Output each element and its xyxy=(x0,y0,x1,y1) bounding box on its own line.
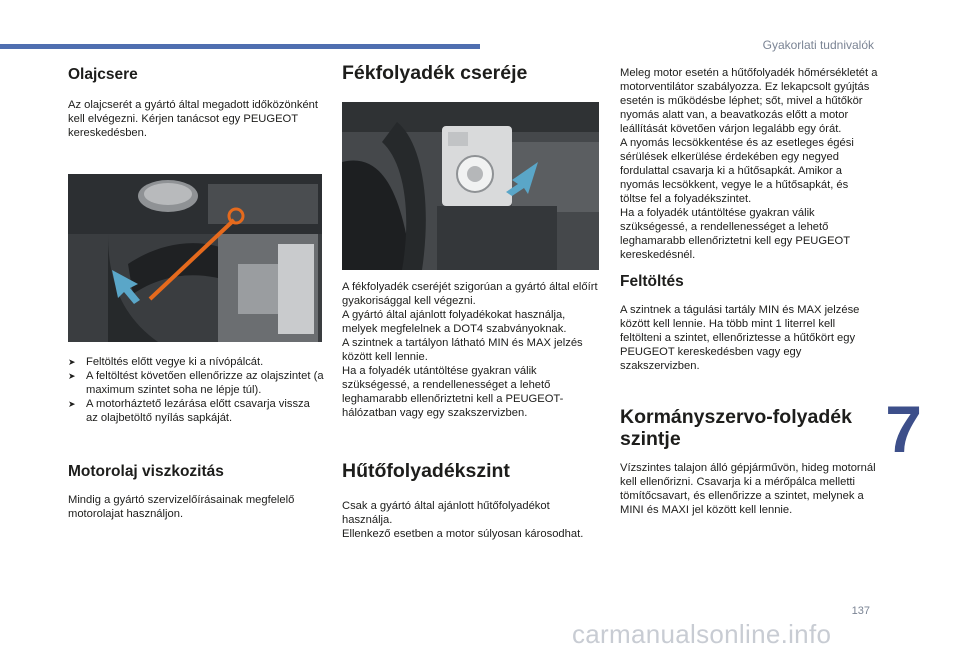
list-item: ➤ Feltöltés előtt vegye ki a nívópálcát. xyxy=(68,356,264,368)
top-accent-bar xyxy=(0,44,480,49)
coolant-paragraph-1: Csak a gyártó által ajánlott hűtőfolyadékot használja. xyxy=(342,500,550,527)
watermark: carmanualsonline.info xyxy=(572,619,832,649)
list-item: ➤ A motorháztető lezárása előtt csavarja vissza az olajbetöltő nyílás sapkáját. xyxy=(68,398,310,424)
steering-fluid-text: Vízszintes talajon álló gépjárművön, hideg motornál kell ellenőrizni. Csavarja ki a mérőpálca melletti tömítőcsavart, és ellenőrizze a szintet, melynek a MINI és MAXI jel között kell lennie. xyxy=(620,461,876,516)
coolant-paragraph-2: Ellenkező esetben a motor súlyosan károsodhat. xyxy=(342,528,584,541)
brake-paragraph-1: A fékfolyadék cseréjét szigorúan a gyártó által előírt gyakorisággal kell végezni. xyxy=(342,281,598,307)
bullet-icon: ➤ xyxy=(68,399,76,409)
page-number: 137 xyxy=(851,605,870,617)
filling-title: Feltöltés xyxy=(620,273,684,290)
bullet-icon: ➤ xyxy=(68,357,76,367)
viscosity-text: Mindig a gyártó szervizelőírásainak megfelelő motorolajat használjon. xyxy=(68,494,295,520)
brake-fluid-title: Fékfolyadék cseréje xyxy=(342,62,528,84)
pressure-paragraph: A nyomás lecsökkentése és az esetleges égési sérülések elkerülése érdekében egy negyed fordulattal csavarja ki a hűtősapkát. Amikor a nyomás lecsökkent, vegye le a hűtősapkát, és töltse fel a folyadékszintet. xyxy=(620,137,854,205)
coolant-level-title: Hűtőfolyadékszint xyxy=(342,460,510,482)
steering-fluid-title: Kormányszervo-folyadék szintje xyxy=(620,406,852,451)
hot-engine-paragraph: Meleg motor esetén a hűtőfolyadék hőmérsékletét a motorventilátor szabályozza. Ez lekapcsolt gyújtás esetén is működésbe léphet; sőt, mivel a hűtőkör nyomás alatt van, a beavatkozás előtt a motor leállítását követően várjon legalább egy órát. xyxy=(620,67,878,135)
viscosity-title: Motorolaj viszkozitás xyxy=(68,463,224,480)
column-coolant xyxy=(620,66,878,517)
brake-paragraph-4: Ha a folyadék utántöltése gyakran válik szükségessé, a rendellenességet a lehető leghamarabb ellenőriztetni kell a PEUGEOT-hálózatban vagy egy szakszervizben. xyxy=(342,365,564,419)
refill-warning-paragraph: Ha a folyadék utántöltése gyakran válik szükségessé, a rendellenességet a lehető leghamarabb ellenőriztetni kell egy PEUGEOT kereskedésnél. xyxy=(620,207,850,261)
bullet-icon: ➤ xyxy=(68,371,76,381)
oil-change-text: Az olajcserét a gyártó által megadott időközönként kell elvégezni. Kérjen tanácsot egy PEUGEOT kereskedésben. xyxy=(68,99,318,139)
oil-bullet-list xyxy=(68,355,324,425)
brake-paragraph-3: A szintnek a tartályon látható MIN és MAX jelzés között kell lennie. xyxy=(342,337,583,363)
column-oil-lower xyxy=(68,355,324,521)
oil-change-title: Olajcsere xyxy=(68,66,138,83)
filling-text: A szintnek a tágulási tartály MIN és MAX jelzése között kell lennie. Ha több mint 1 literrel kell feltölteni a szintet, ellenőriztesse a hűtőkört egy PEUGEOT kereskedésben vagy egy szakszervizben. xyxy=(620,304,860,372)
column-brake xyxy=(342,62,600,84)
chapter-number: 7 xyxy=(885,392,922,466)
oil-engine-photo xyxy=(68,174,322,342)
brake-reservoir-photo xyxy=(342,102,599,270)
section-title: Gyakorlati tudnivalók xyxy=(762,38,874,52)
brake-paragraph-2: A gyártó által ajánlott folyadékokat használja, melyek megfelelnek a DOT4 szabványoknak. xyxy=(342,309,567,335)
column-brake-lower xyxy=(342,280,600,541)
column-oil xyxy=(68,66,324,140)
list-item: ➤ A feltöltést követően ellenőrizze az olajszintet (a maximum szintet soha ne lépje túl). xyxy=(68,370,324,396)
